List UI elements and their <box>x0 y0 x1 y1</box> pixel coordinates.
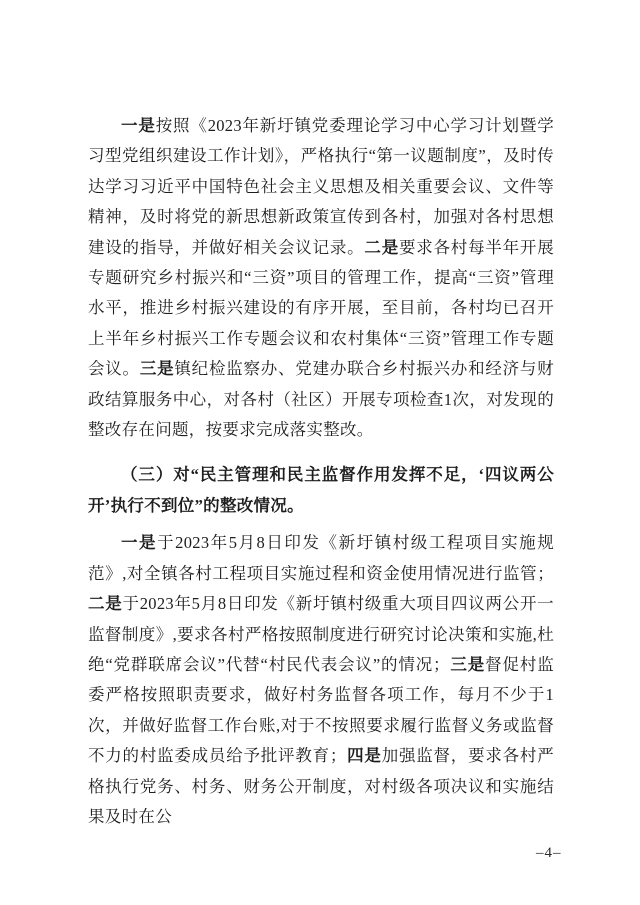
run-bold-marker: 二是 <box>364 237 399 257</box>
run-bold-marker: 三是 <box>449 654 486 674</box>
run-text: 加强监督，要求各村严格执行党务、村务、财务公开制度，对村级各项决议和实施结果及时在公 <box>88 746 554 826</box>
section-heading-three <box>88 460 554 521</box>
run-text: 于2023年5月8日印发《新圩镇村级工程项目实施规范》,对全镇各村工程项目实施过程和资金使用情况进行监管； <box>88 533 555 583</box>
run-text: 督促村监委严格按照职责要求，做好村务监督各项工作，每月不少于1次，并做好监督工作台账,对于不按照要求履行监督义务或监督不力的村监委成员给予批评教育； <box>88 654 554 766</box>
paragraph-rectification-one <box>88 111 554 445</box>
document-body <box>88 111 554 832</box>
paragraph-rectification-two <box>88 528 554 832</box>
run-text: 镇纪检监察办、党建办联合乡村振兴办和经济与财政结算服务中心，对各村（社区）开展专项检查1次，对发现的整改存在问题，按要求完成落实整改。 <box>88 359 554 440</box>
run-bold-marker: 一是 <box>121 533 158 553</box>
run-bold-marker: 二是 <box>88 594 123 614</box>
run-heading-text: （三）对“民主管理和民主监督作用发挥不足，‘四议两公开’执行不到位”的整改情况。 <box>88 465 554 515</box>
run-bold-marker: 四是 <box>346 746 382 766</box>
run-text: 要求各村每半年开展专题研究乡村振兴和“三资”项目的管理工作，提高“三资”管理水平，推进乡村振兴建设的有序开展，至目前，各村均已召开上半年乡村振兴工作专题会议和农村集体“三资”管理工作专题会议。 <box>88 237 554 379</box>
run-text: 于2023年5月8日印发《新圩镇村级重大项目四议两公开一监督制度》,要求各村严格按照制度进行研究讨论决策和实施,杜绝“党群联席会议”代替“村民代表会议”的情况； <box>88 594 554 674</box>
run-bold-marker: 一是 <box>121 116 156 135</box>
page-number: –4– <box>536 845 562 861</box>
run-bold-marker: 三是 <box>139 359 175 379</box>
run-text: 按照《2023年新圩镇党委理论学习中心学习计划暨学习型党组织建设工作计划》，严格执行“第一议题制度”，及时传达学习习近平中国特色社会主义思想及相关重要会议、文件等精神，及时将党的新思想新政策宣传到各村，加强对各村思想建设的指导，并做好相关会议记录。 <box>88 116 555 257</box>
